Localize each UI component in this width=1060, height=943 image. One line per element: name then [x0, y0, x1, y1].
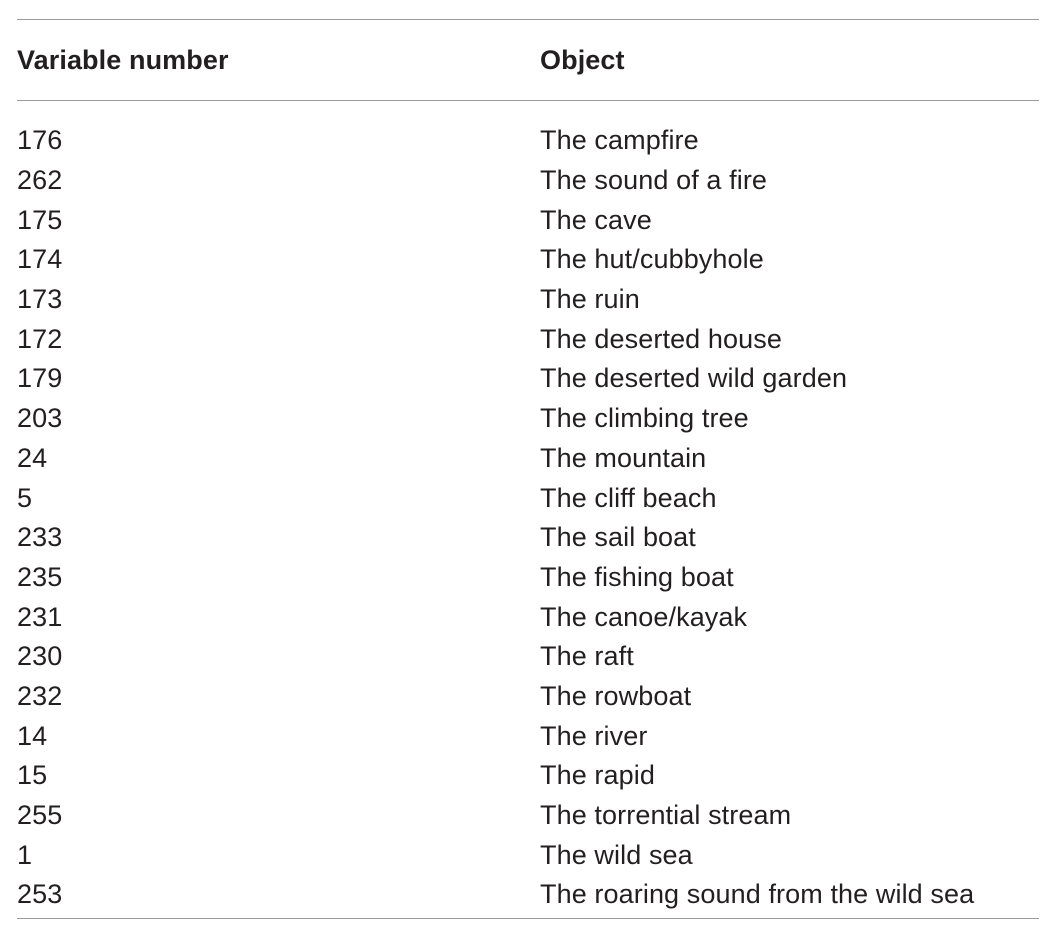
- cell-object: The roaring sound from the wild sea: [540, 879, 975, 910]
- table-bottom-rule: [17, 918, 1039, 919]
- cell-variable-number: 262: [17, 165, 63, 196]
- table-row: [17, 796, 1039, 836]
- cell-variable-number: 175: [17, 204, 63, 235]
- cell-object: The deserted house: [540, 323, 782, 354]
- table-row: [17, 359, 1039, 399]
- cell-variable-number: 235: [17, 561, 63, 592]
- cell-object: The fishing boat: [540, 561, 734, 592]
- cell-object: The rapid: [540, 760, 655, 791]
- cell-variable-number: 232: [17, 680, 63, 711]
- cell-object: The cave: [540, 204, 652, 235]
- table-row: [17, 200, 1039, 240]
- cell-variable-number: 233: [17, 522, 63, 553]
- cell-variable-number: 172: [17, 323, 63, 354]
- cell-object: The raft: [540, 641, 634, 672]
- table-row: [17, 597, 1039, 637]
- table-row: [17, 677, 1039, 717]
- cell-object: The torrential stream: [540, 800, 792, 831]
- table-row: [17, 399, 1039, 439]
- table-body: [17, 101, 1039, 918]
- cell-object: The mountain: [540, 442, 707, 473]
- table-row: [17, 716, 1039, 756]
- cell-object: The ruin: [540, 284, 640, 315]
- cell-object: The sound of a fire: [540, 165, 768, 196]
- table-row: [17, 835, 1039, 875]
- cell-variable-number: 5: [17, 482, 33, 513]
- cell-object: The campfire: [540, 125, 699, 156]
- cell-variable-number: 24: [17, 442, 48, 473]
- cell-object: The rowboat: [540, 680, 692, 711]
- table-row: [17, 558, 1039, 598]
- table-row: [17, 240, 1039, 280]
- cell-variable-number: 203: [17, 403, 63, 434]
- table-row: [17, 280, 1039, 320]
- table-header-row: [17, 20, 1039, 100]
- cell-variable-number: 231: [17, 601, 63, 632]
- cell-variable-number: 14: [17, 720, 48, 751]
- cell-object: The cliff beach: [540, 482, 717, 513]
- table-row: [17, 319, 1039, 359]
- cell-object: The hut/cubbyhole: [540, 244, 764, 275]
- table-row: [17, 121, 1039, 161]
- cell-object: The canoe/kayak: [540, 601, 748, 632]
- table-row: [17, 875, 1039, 915]
- header-variable-number: Variable number: [17, 44, 229, 75]
- cell-object: The sail boat: [540, 522, 696, 553]
- table-row: [17, 756, 1039, 796]
- cell-variable-number: 15: [17, 760, 48, 791]
- table-row: [17, 637, 1039, 677]
- cell-variable-number: 173: [17, 284, 63, 315]
- cell-variable-number: 174: [17, 244, 63, 275]
- cell-variable-number: 1: [17, 839, 33, 870]
- table-row: [17, 439, 1039, 479]
- cell-variable-number: 253: [17, 879, 63, 910]
- cell-object: The river: [540, 720, 648, 751]
- header-object: Object: [540, 44, 625, 75]
- data-table: [17, 19, 1039, 919]
- table-row: [17, 518, 1039, 558]
- cell-variable-number: 255: [17, 800, 63, 831]
- table-row: [17, 478, 1039, 518]
- cell-object: The deserted wild garden: [540, 363, 848, 394]
- table-row: [17, 161, 1039, 201]
- cell-object: The wild sea: [540, 839, 693, 870]
- cell-variable-number: 230: [17, 641, 63, 672]
- cell-variable-number: 176: [17, 125, 63, 156]
- cell-object: The climbing tree: [540, 403, 749, 434]
- cell-variable-number: 179: [17, 363, 63, 394]
